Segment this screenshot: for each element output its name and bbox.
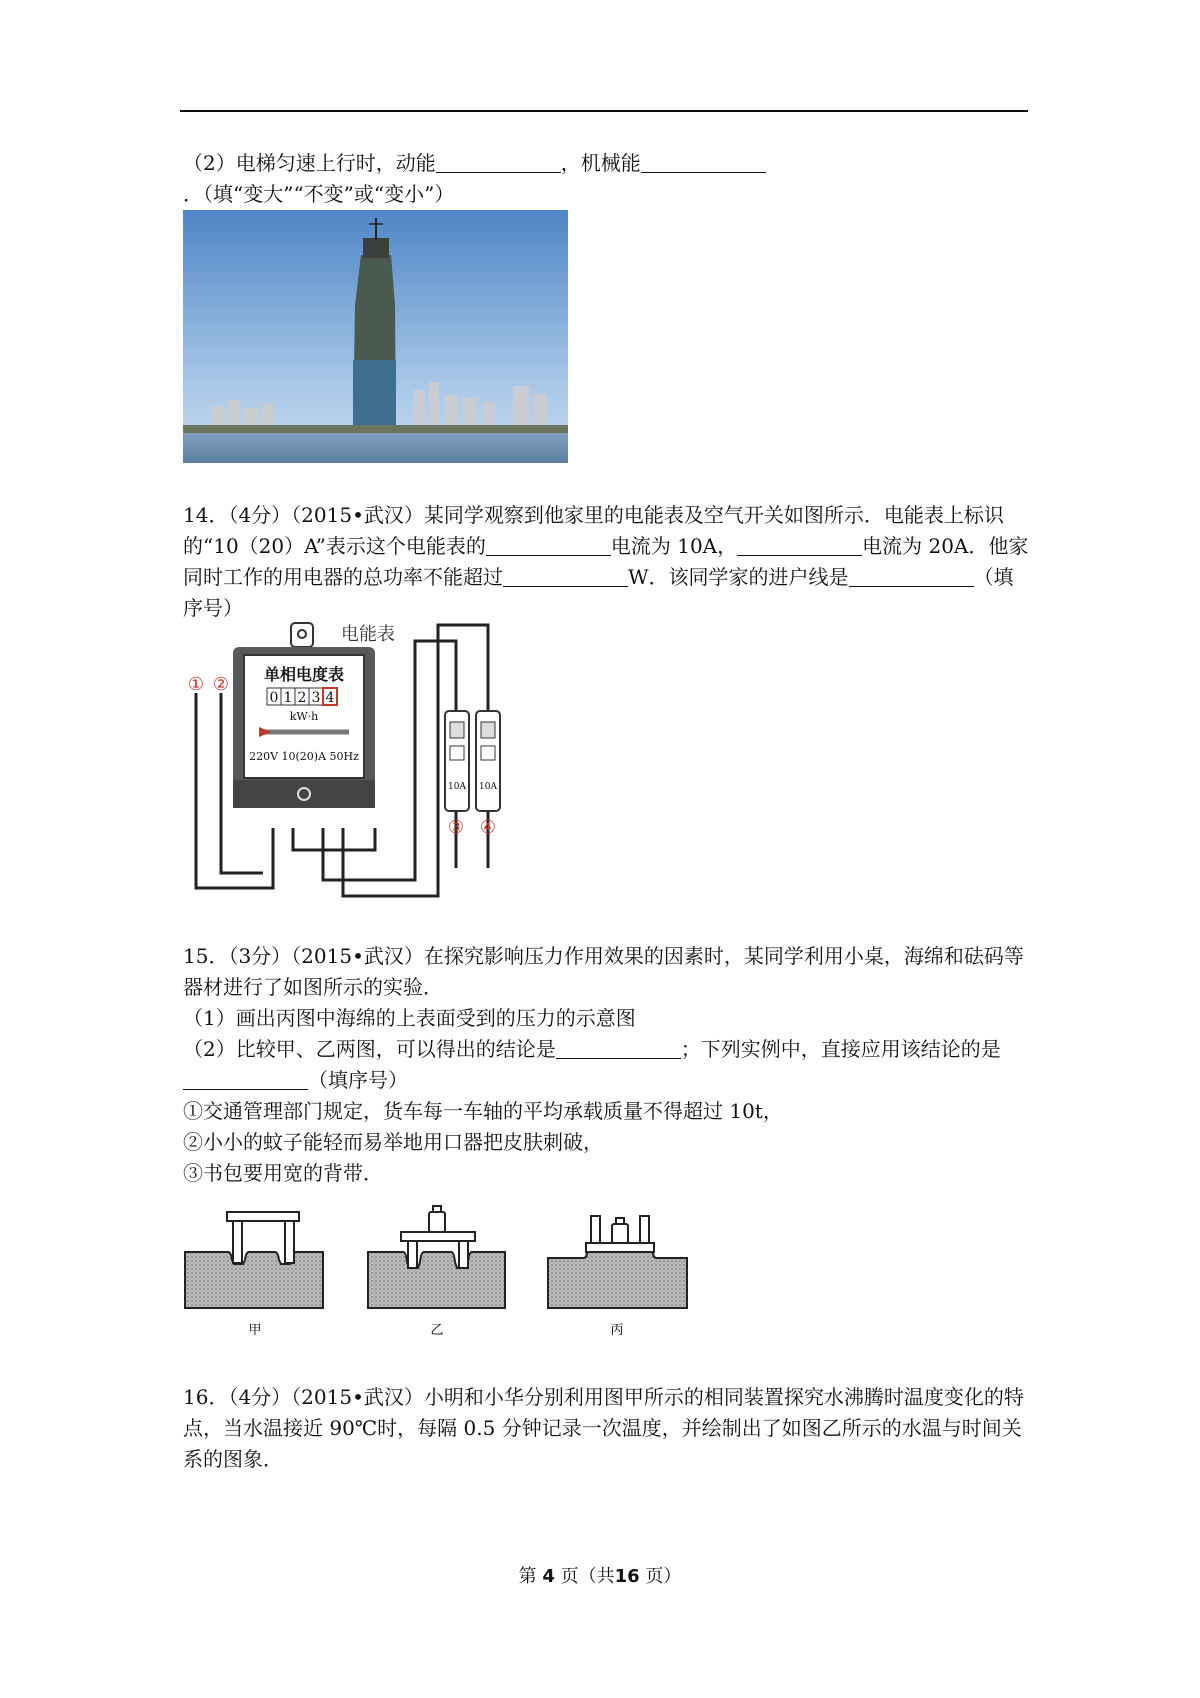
q15-option-2: ②小小的蚊子能轻而易举地用口器把皮肤刺破， [183, 1130, 603, 1154]
q14-mid2: 电流为 20A．他家同时工作的用电器的总功率不能超过 [183, 534, 1029, 589]
meter-digit: 0 [269, 690, 279, 706]
q14-text [183, 500, 1029, 624]
wire-label-4: ④ [479, 817, 497, 838]
breaker-label: 10A [448, 782, 466, 792]
meter-title: 单相电度表 [263, 665, 345, 684]
meter-digit: 4 [325, 690, 335, 706]
q15-part2 [183, 1034, 1029, 1096]
q14-intro: 14．（4分）（2015•武汉）某同学观察到他家里的电能表及空气开关如图所示．电能表上标识的“10（20）A”表示这个电能表的 [183, 503, 1004, 558]
meter-digit: 2 [297, 690, 307, 706]
meter-digit: 3 [311, 690, 321, 706]
q15-part2-c: （填序号） [308, 1068, 408, 1092]
q13-part2-text [183, 148, 1029, 210]
q13-text-b: ，机械能 [560, 151, 641, 175]
q15-part1: （1）画出丙图中海绵的上表面受到的压力的示意图 [183, 1006, 636, 1030]
meter-unit: kW·h [289, 710, 319, 723]
sponge-figure-jia [185, 1212, 323, 1338]
q15-intro: 15．（3分）（2015•武汉）在探究影响压力作用效果的因素时，某同学利用小桌，海绵和砝码等器材进行了如图所示的实验． [183, 944, 1024, 999]
footer-middle: 页（共 [560, 1566, 615, 1587]
air-breaker-2 [476, 711, 500, 811]
breaker-label: 10A [479, 782, 497, 792]
sponge-figure-yi [368, 1206, 505, 1338]
q15-option-3: ③书包要用宽的背带． [183, 1161, 383, 1185]
answer-blank [436, 152, 561, 173]
footer-prefix: 第 [518, 1566, 537, 1587]
figure-label-jia: 甲 [248, 1323, 262, 1338]
figure-label-bing: 丙 [610, 1323, 624, 1338]
answer-blank [556, 1038, 681, 1059]
q13-text-c: ．（填“变大”“不变”或“变小”） [183, 182, 455, 206]
footer-suffix: 页） [645, 1566, 682, 1587]
q14-mid1: 电流为 10A， [610, 534, 738, 558]
answer-blank [737, 535, 862, 556]
tower-photo [183, 210, 568, 463]
answer-blank [503, 566, 628, 587]
page-footer [0, 1562, 1200, 1588]
meter-spec: 220V 10(20)A 50Hz [249, 750, 359, 763]
electric-meter-diagram [183, 618, 533, 903]
answer-blank [183, 1069, 308, 1090]
q15-option-1: ①交通管理部门规定，货车每一车轴的平均承载质量不得超过 10t， [183, 1099, 783, 1123]
wire-label-1: ① [187, 674, 205, 695]
answer-blank [641, 152, 766, 173]
footer-page-number: 4 [542, 1566, 555, 1587]
meter-top-label: 电能表 [341, 624, 395, 645]
sponge-figure-bing [548, 1216, 687, 1338]
meter-digit: 1 [283, 690, 293, 706]
air-breaker-1 [445, 711, 469, 811]
figure-label-yi: 乙 [430, 1323, 444, 1338]
q15-part2-a: （2）比较甲、乙两图，可以得出的结论是 [183, 1037, 556, 1061]
q15-part2-b: ；下列实例中，直接应用该结论的是 [680, 1037, 1001, 1061]
answer-blank [486, 535, 611, 556]
q16-text: 16．（4分）（2015•武汉）小明和小华分别利用图甲所示的相同装置探究水沸腾时温度变化的特点，当水温接近 90℃时，每隔 0.5 分钟记录一次温度，并绘制出了如图乙所示的水温与时间关系的图象． [183, 1385, 1024, 1471]
wire-label-3: ③ [447, 817, 465, 838]
q13-text-a: （2）电梯匀速上行时，动能 [183, 151, 436, 175]
header-rule [180, 110, 1028, 112]
q14-mid3: W．该同学家的进户线是 [628, 565, 849, 589]
footer-total-pages: 16 [614, 1566, 640, 1587]
wire-label-2: ② [212, 674, 230, 695]
q14-tail: （填序号） [183, 565, 1014, 620]
pressure-experiment-figure [183, 1200, 703, 1348]
answer-blank [849, 566, 974, 587]
